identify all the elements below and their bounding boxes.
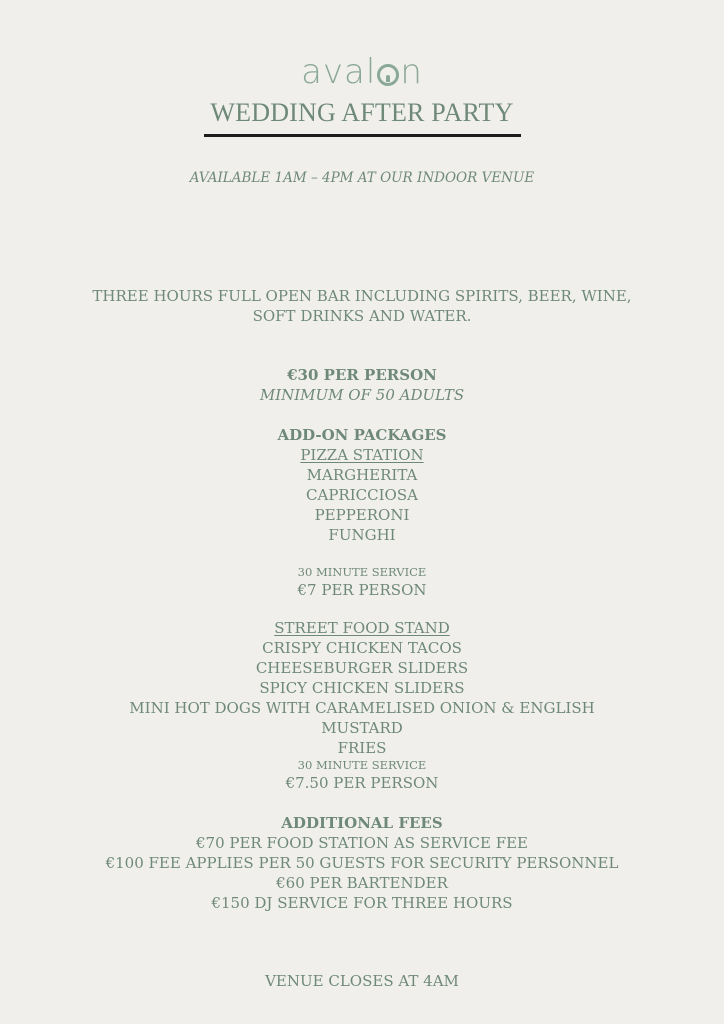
fee-item: €100 FEE APPLIES PER 50 GUESTS FOR SECURITY PERSONNEL <box>105 854 619 872</box>
additional-fees-section <box>0 813 724 913</box>
street-food-price: €7.50 PER PERSON <box>285 774 439 792</box>
logo-wordmark <box>301 52 423 92</box>
closing-note: VENUE CLOSES AT 4AM <box>265 972 459 990</box>
logo-text-left: aval <box>301 52 377 92</box>
intro-line-2: SOFT DRINKS AND WATER. <box>252 307 472 325</box>
pizza-service-section <box>0 564 724 600</box>
fee-item: €150 DJ SERVICE FOR THREE HOURS <box>211 894 513 912</box>
street-food-service-section <box>0 757 724 793</box>
pizza-station-title <box>0 445 724 465</box>
intro-line-1: THREE HOURS FULL OPEN BAR INCLUDING SPIRITS, BEER, WINE, <box>92 287 632 305</box>
closing-note-section <box>0 971 724 991</box>
addons-heading: ADD-ON PACKAGES <box>277 426 447 444</box>
avalon-logo <box>0 50 724 94</box>
pizza-item: MARGHERITA <box>306 466 418 484</box>
logo-o-mark-icon <box>377 64 399 86</box>
logo-text-right: n <box>400 52 423 92</box>
page-title: WEDDING AFTER PARTY <box>210 98 514 127</box>
street-food-section <box>0 618 724 758</box>
intro-section <box>0 286 724 326</box>
fee-item: €70 PER FOOD STATION AS SERVICE FEE <box>195 834 528 852</box>
price-amount: €30 PER PERSON <box>287 366 437 384</box>
pizza-service-duration: 30 MINUTE SERVICE <box>297 565 427 579</box>
street-food-service-duration: 30 MINUTE SERVICE <box>297 758 427 772</box>
pizza-item: CAPRICCIOSA <box>306 486 418 504</box>
fees-heading: ADDITIONAL FEES <box>281 814 443 832</box>
street-food-item: CHEESEBURGER SLIDERS <box>255 659 469 677</box>
street-food-item: CRISPY CHICKEN TACOS <box>262 639 462 657</box>
street-food-item: MUSTARD <box>321 719 403 737</box>
street-food-item: FRIES <box>337 739 387 757</box>
price-section <box>0 365 724 405</box>
pizza-item: PEPPERONI <box>314 506 410 524</box>
price-minimum: MINIMUM OF 50 ADULTS <box>259 386 465 404</box>
addons-section <box>0 425 724 545</box>
availability-note: AVAILABLE 1AM – 4PM AT OUR INDOOR VENUE <box>189 170 535 186</box>
street-food-item: SPICY CHICKEN SLIDERS <box>259 679 465 697</box>
pizza-item: FUNGHI <box>328 526 396 544</box>
street-food-title-text: STREET FOOD STAND <box>274 619 450 637</box>
street-food-item: MINI HOT DOGS WITH CARAMELISED ONION & ENGLISH <box>129 699 595 717</box>
pizza-station-title-text: PIZZA STATION <box>300 446 424 464</box>
pizza-price: €7 PER PERSON <box>297 581 427 599</box>
fee-item: €60 PER BARTENDER <box>276 874 448 892</box>
street-food-title <box>0 618 724 638</box>
title-divider <box>204 134 521 137</box>
